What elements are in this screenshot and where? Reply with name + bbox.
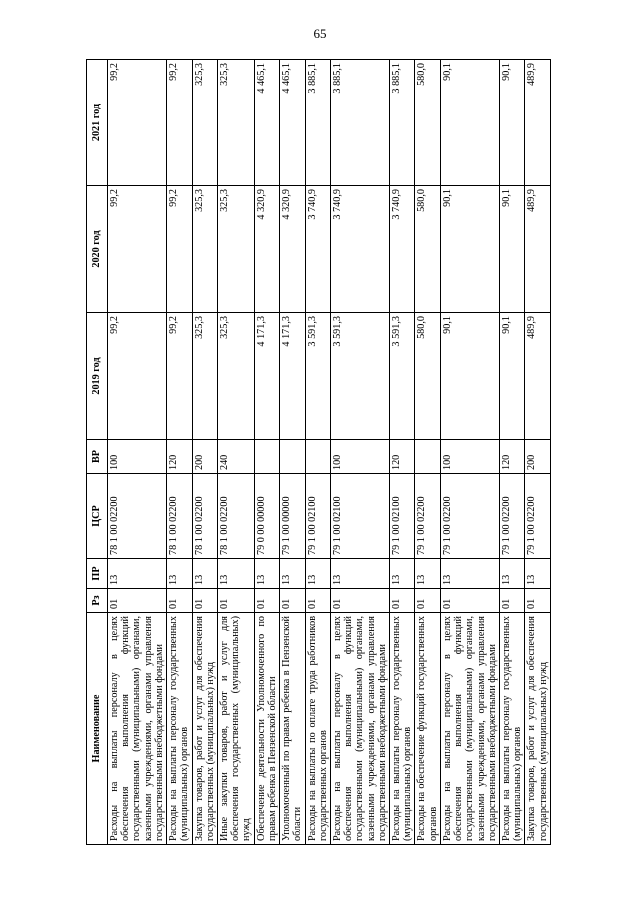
- cell-vr: 200: [525, 440, 550, 474]
- cell-pr: 13: [192, 559, 217, 589]
- cell-2020: 90,1: [500, 186, 525, 313]
- cell-csr: 79 1 00 02200: [500, 474, 525, 559]
- cell-2020: 3 740,9: [305, 186, 330, 313]
- cell-pr: 13: [167, 559, 192, 589]
- cell-2020: 489,9: [525, 186, 550, 313]
- cell-rz: 01: [280, 589, 305, 613]
- cell-2021: 90,1: [500, 60, 525, 186]
- cell-name: Закупка товаров, работ и услуг для обеспечения государственных (муниципальных) нужд: [525, 613, 550, 845]
- cell-name: Расходы на выплаты персоналу государственных (муниципальных) органов: [390, 613, 415, 845]
- cell-vr: 120: [167, 440, 192, 474]
- cell-csr: 78 1 00 02200: [108, 474, 167, 559]
- cell-name: Расходы на выплаты по оплате труда работников государственных органов: [305, 613, 330, 845]
- cell-rz: 01: [390, 589, 415, 613]
- cell-2019: 3 591,3: [390, 313, 415, 440]
- cell-csr: 79 1 00 02100: [305, 474, 330, 559]
- table-header-row: [87, 60, 108, 845]
- table-row: [217, 60, 254, 845]
- cell-2020: 3 740,9: [390, 186, 415, 313]
- cell-2020: 3 740,9: [330, 186, 389, 313]
- cell-csr: 78 1 00 02200: [167, 474, 192, 559]
- cell-2021: 4 465,1: [280, 60, 305, 186]
- cell-2020: 4 320,9: [254, 186, 279, 313]
- cell-csr: 79 0 00 00000: [254, 474, 279, 559]
- cell-vr: [415, 440, 440, 474]
- cell-vr: [280, 440, 305, 474]
- table-row: [254, 60, 279, 845]
- cell-name: Расходы на выплаты персоналу в целях обеспечения выполнения функций государственными (муниципальными) органами, казенными учреждениями, органами управления государственными внебюджетными фондами: [108, 613, 167, 845]
- cell-pr: 13: [330, 559, 389, 589]
- table-row: [330, 60, 389, 845]
- cell-2020: 325,3: [192, 186, 217, 313]
- budget-table: [86, 59, 551, 845]
- cell-pr: 13: [280, 559, 305, 589]
- cell-2021: 99,2: [167, 60, 192, 186]
- cell-rz: 01: [330, 589, 389, 613]
- cell-2019: 99,2: [167, 313, 192, 440]
- cell-2019: 4 171,3: [254, 313, 279, 440]
- cell-name: Иные закупки товаров, работ и услуг для обеспечения государственных (муниципальных) нужд: [217, 613, 254, 845]
- table-row: [390, 60, 415, 845]
- cell-rz: 01: [108, 589, 167, 613]
- cell-name: Расходы на выплаты персоналу государственных (муниципальных) органов: [167, 613, 192, 845]
- cell-csr: 78 1 00 02200: [192, 474, 217, 559]
- cell-2020: 580,0: [415, 186, 440, 313]
- table-row: [280, 60, 305, 845]
- cell-2021: 3 885,1: [390, 60, 415, 186]
- cell-pr: 13: [254, 559, 279, 589]
- table-row: [167, 60, 192, 845]
- header-csr: ЦСР: [87, 474, 108, 559]
- table-row: [500, 60, 525, 845]
- cell-2021: 325,3: [192, 60, 217, 186]
- cell-2020: 99,2: [108, 186, 167, 313]
- cell-name: Уполномоченный по правам ребенка в Пензенской области: [280, 613, 305, 845]
- header-name: Наименование: [87, 613, 108, 845]
- cell-name: Расходы на выплаты персоналу в целях обеспечения выполнения функций государственными (муниципальными) органами, казенными учреждениями, органами управления государственными внебюджетными фондами: [440, 613, 499, 845]
- cell-2021: 580,0: [415, 60, 440, 186]
- cell-2019: 3 591,3: [330, 313, 389, 440]
- table-body: [108, 60, 551, 845]
- header-vr: ВР: [87, 440, 108, 474]
- cell-name: Обеспечение деятельности Уполномоченного по правам ребенка в Пензенской области: [254, 613, 279, 845]
- cell-rz: 01: [525, 589, 550, 613]
- cell-2020: 90,1: [440, 186, 499, 313]
- cell-vr: 100: [330, 440, 389, 474]
- cell-vr: 200: [192, 440, 217, 474]
- cell-vr: [254, 440, 279, 474]
- cell-csr: 79 1 00 02200: [525, 474, 550, 559]
- cell-pr: 13: [525, 559, 550, 589]
- cell-rz: 01: [440, 589, 499, 613]
- cell-csr: 79 1 00 02100: [390, 474, 415, 559]
- cell-2019: 325,3: [192, 313, 217, 440]
- header-2019: 2019 год: [87, 313, 108, 440]
- cell-rz: 01: [254, 589, 279, 613]
- cell-name: Расходы на выплаты персоналу в целях обеспечения выполнения функций государственными (муниципальными) органами, казенными учреждениями, органами управления государственными внебюджетными фондами: [330, 613, 389, 845]
- cell-vr: 120: [390, 440, 415, 474]
- cell-pr: 13: [500, 559, 525, 589]
- cell-vr: 100: [440, 440, 499, 474]
- cell-csr: 78 1 00 02200: [217, 474, 254, 559]
- cell-2019: 325,3: [217, 313, 254, 440]
- page-number: 65: [313, 26, 327, 41]
- cell-2021: 489,9: [525, 60, 550, 186]
- cell-pr: 13: [440, 559, 499, 589]
- cell-rz: 01: [167, 589, 192, 613]
- cell-vr: 120: [500, 440, 525, 474]
- header-2021: 2021 год: [87, 60, 108, 186]
- cell-rz: 01: [500, 589, 525, 613]
- cell-name: Закупка товаров, работ и услуг для обеспечения государственных (муниципальных) нужд: [192, 613, 217, 845]
- table-row: [440, 60, 499, 845]
- cell-csr: 79 1 00 02100: [330, 474, 389, 559]
- cell-vr: 240: [217, 440, 254, 474]
- cell-name: Расходы на обеспечение функций государственных органов: [415, 613, 440, 845]
- header-pr: ПР: [87, 559, 108, 589]
- cell-vr: [305, 440, 330, 474]
- cell-2021: 3 885,1: [305, 60, 330, 186]
- cell-vr: 100: [108, 440, 167, 474]
- cell-pr: 13: [108, 559, 167, 589]
- cell-2021: 99,2: [108, 60, 167, 186]
- cell-2021: 90,1: [440, 60, 499, 186]
- table-row: [525, 60, 550, 845]
- rotated-table-frame: [86, 60, 549, 845]
- cell-rz: 01: [305, 589, 330, 613]
- cell-pr: 13: [390, 559, 415, 589]
- cell-rz: 01: [192, 589, 217, 613]
- cell-2019: 90,1: [440, 313, 499, 440]
- cell-2021: 3 885,1: [330, 60, 389, 186]
- header-rz: Рз: [87, 589, 108, 613]
- cell-2020: 325,3: [217, 186, 254, 313]
- cell-2020: 99,2: [167, 186, 192, 313]
- cell-2019: 90,1: [500, 313, 525, 440]
- cell-2021: 4 465,1: [254, 60, 279, 186]
- cell-csr: 79 1 00 02200: [415, 474, 440, 559]
- table-row: [415, 60, 440, 845]
- cell-pr: 13: [217, 559, 254, 589]
- cell-csr: 79 1 00 02200: [440, 474, 499, 559]
- cell-2019: 489,9: [525, 313, 550, 440]
- header-2020: 2020 год: [87, 186, 108, 313]
- rotated-table-container: [86, 60, 549, 845]
- cell-2020: 4 320,9: [280, 186, 305, 313]
- cell-2021: 325,3: [217, 60, 254, 186]
- cell-2019: 580,0: [415, 313, 440, 440]
- cell-2019: 4 171,3: [280, 313, 305, 440]
- cell-pr: 13: [305, 559, 330, 589]
- cell-2019: 99,2: [108, 313, 167, 440]
- cell-csr: 79 1 00 00000: [280, 474, 305, 559]
- cell-name: Расходы на выплаты персоналу государственных (муниципальных) органов: [500, 613, 525, 845]
- cell-rz: 01: [415, 589, 440, 613]
- cell-2019: 3 591,3: [305, 313, 330, 440]
- table-row: [305, 60, 330, 845]
- cell-rz: 01: [217, 589, 254, 613]
- cell-pr: 13: [415, 559, 440, 589]
- table-row: [192, 60, 217, 845]
- table-row: [108, 60, 167, 845]
